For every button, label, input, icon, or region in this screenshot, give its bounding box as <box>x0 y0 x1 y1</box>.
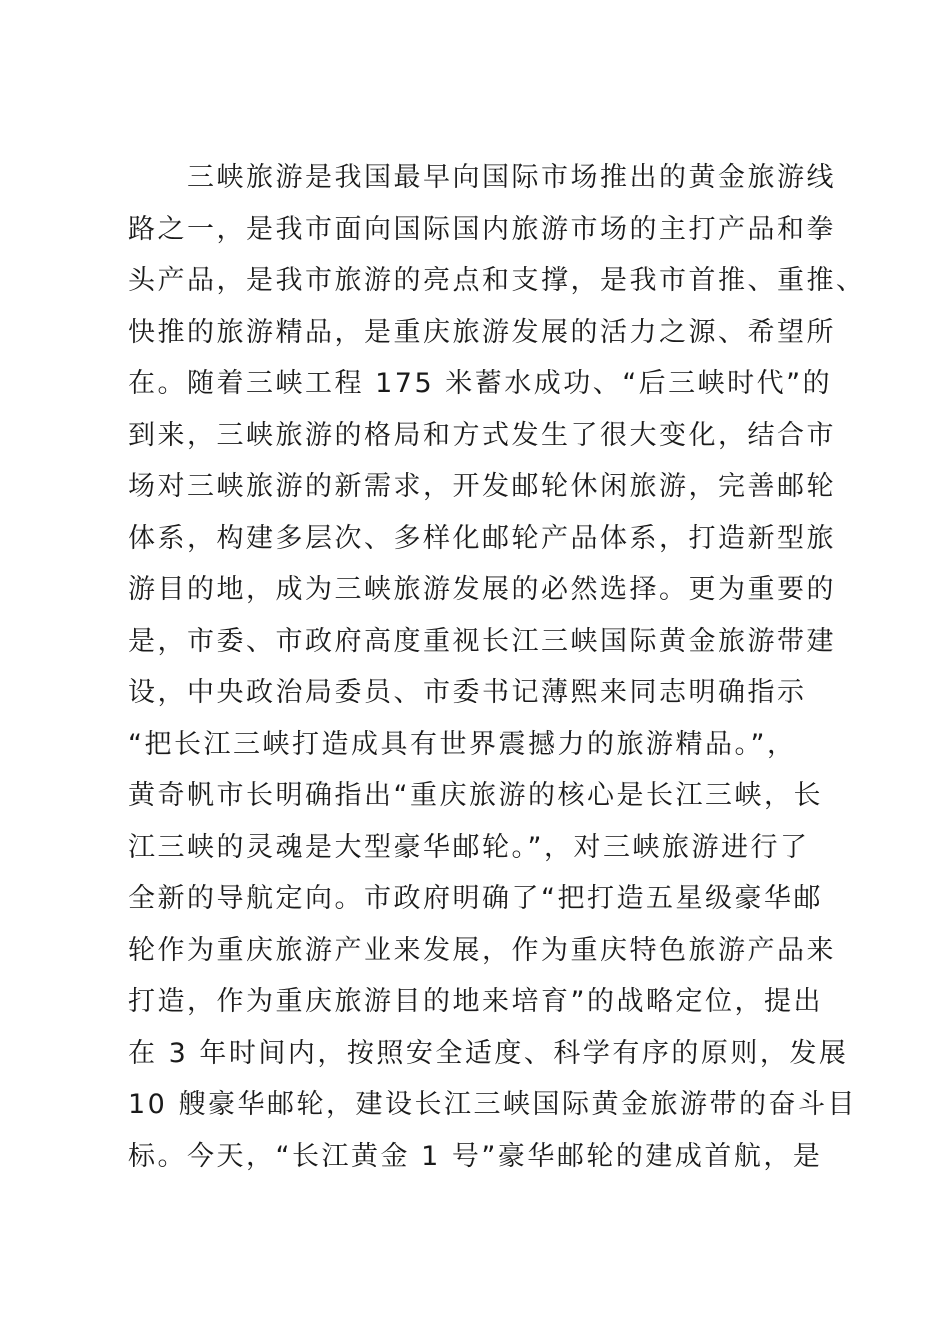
text-line: 是，市委、市政府高度重视长江三峡国际黄金旅游带建 <box>128 625 836 657</box>
text-line: “把长江三峡打造成具有世界震撼力的旅游精品。”， <box>128 728 797 760</box>
text-line: 场对三峡旅游的新需求，开发邮轮休闲旅游，完善邮轮 <box>128 471 836 502</box>
text-line: 到来，三峡旅游的格局和方式发生了很大变化，结合市 <box>128 419 836 451</box>
text-line: 头产品，是我市旅游的亮点和支撑，是我市首推、重推、 <box>128 265 866 296</box>
text-line: 黄奇帆市长明确指出“重庆旅游的核心是长江三峡，长 <box>128 780 823 811</box>
body-paragraph <box>128 152 866 1182</box>
text-line: 在 3 年时间内，按照安全适度、科学有序的原则，发展 <box>128 1037 849 1069</box>
text-line: 体系，构建多层次、多样化邮轮产品体系，打造新型旅 <box>128 522 836 554</box>
text-line: 全新的导航定向。市政府明确了“把打造五星级豪华邮 <box>128 883 823 914</box>
text-line: 游目的地，成为三峡旅游发展的必然选择。更为重要的 <box>128 574 836 605</box>
text-line: 在。随着三峡工程 175 米蓄水成功、“后三峡时代”的 <box>128 368 833 399</box>
text-line: 标。今天，“长江黄金 1 号”豪华邮轮的建成首航，是 <box>128 1140 823 1172</box>
text-line: 江三峡的灵魂是大型豪华邮轮。”，对三峡旅游进行了 <box>128 831 810 863</box>
text-line: 快推的旅游精品，是重庆旅游发展的活力之源、希望所 <box>128 316 836 348</box>
text-line: 打造，作为重庆旅游目的地来培育”的战略定位，提出 <box>128 986 823 1017</box>
text-line: 轮作为重庆旅游产业来发展，作为重庆特色旅游产品来 <box>128 934 836 966</box>
text-line: 设，中央政治局委员、市委书记薄熙来同志明确指示 <box>128 677 807 708</box>
text-line: 10 艘豪华邮轮，建设长江三峡国际黄金旅游带的奋斗目 <box>128 1089 857 1120</box>
text-line: 三峡旅游是我国最早向国际市场推出的黄金旅游线 <box>128 162 836 193</box>
text-line: 路之一，是我市面向国际国内旅游市场的主打产品和拳 <box>128 213 836 245</box>
